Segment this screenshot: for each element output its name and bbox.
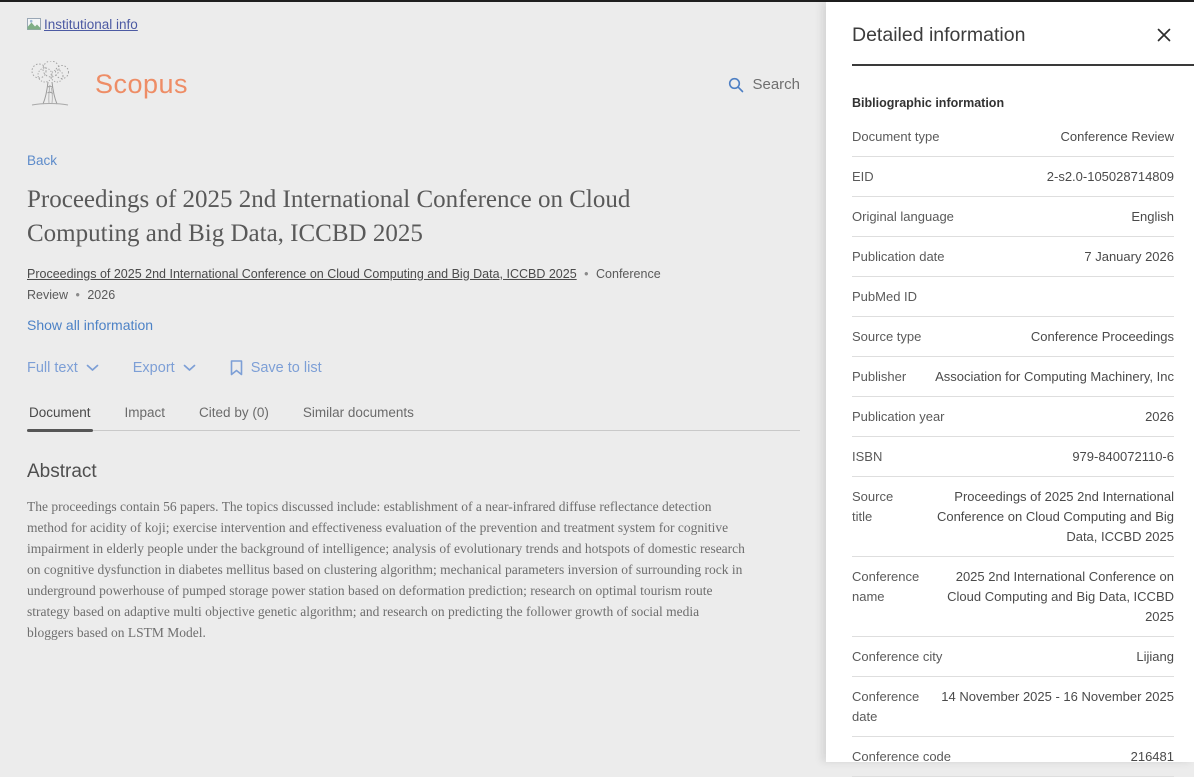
show-all-information-link[interactable]: Show all information	[27, 316, 154, 333]
search-label: Search	[752, 76, 800, 93]
row-label: EID	[852, 169, 874, 184]
bookmark-icon	[230, 360, 243, 376]
close-button[interactable]	[1154, 25, 1174, 48]
row-value: Conference Proceedings	[1030, 329, 1174, 344]
tab[interactable]	[301, 405, 416, 430]
row-value: 216481	[1130, 749, 1174, 764]
tab[interactable]	[197, 405, 271, 430]
row-label: Conference city	[852, 649, 943, 664]
search-button[interactable]	[728, 76, 800, 93]
panel-header	[852, 24, 1174, 48]
table-row	[852, 477, 1174, 557]
abstract-text: The proceedings contain 56 papers. The topics discussed include: establishment of a near-infrared diffuse reflectance detection method for acidity of koji; exercise intervention and effectiveness evaluation of the prevention and treatment system for cognitive impairment in elderly people under the background of intelligence; analysis of evolutionary trends and hotspots of domestic research on cognitive dysfunction in diabetes mellitus based on clustering algorithm; mechanical parameters inversion of surrounding rock in underground powerhouse of pumped storage power station based on deformation prediction; research on optimal tourism route strategy based on adaptive multi objective genetic algorithm; and research on predicting the follower growth of social media bloggers based on LSTM Model.	[27, 498, 745, 640]
row-label: Conference code	[852, 749, 952, 764]
close-icon	[1157, 28, 1171, 42]
row-label: Conference name	[852, 569, 920, 604]
elsevier-tree-icon	[27, 61, 73, 109]
row-value: Proceedings of 2025 2nd International Conference on Cloud Computing and Big Data, ICCBD 2025	[936, 489, 1174, 544]
full-text-label: Full text	[27, 359, 78, 376]
row-value: 7 January 2026	[1084, 249, 1174, 264]
table-row	[852, 677, 1174, 737]
table-row	[852, 317, 1174, 357]
bibliographic-rows	[852, 117, 1174, 777]
export-label: Export	[132, 359, 175, 376]
table-row	[852, 197, 1174, 237]
document-type-label: Conference Review	[27, 266, 661, 302]
panel-title: Detailed information	[852, 24, 1026, 46]
main-content	[0, 2, 826, 762]
publication-year-label: 2026	[87, 287, 116, 302]
bullet-separator: •	[584, 266, 589, 281]
row-label: Original language	[852, 209, 954, 224]
abstract-heading: Abstract	[27, 460, 97, 482]
row-label: Document type	[852, 129, 940, 144]
row-value: Association for Computing Machinery, Inc	[935, 369, 1174, 384]
institutional-info-link[interactable]	[27, 17, 138, 32]
chevron-down-icon	[183, 364, 196, 372]
row-label: Publisher	[852, 369, 907, 384]
broken-image-icon	[27, 18, 43, 32]
table-row	[852, 357, 1174, 397]
row-label: ISBN	[852, 449, 883, 464]
row-label: PubMed ID	[852, 289, 918, 304]
row-label: Source type	[852, 329, 922, 344]
search-icon	[728, 77, 744, 93]
table-row	[852, 237, 1174, 277]
document-tabs	[27, 405, 800, 431]
header-bar	[27, 61, 800, 109]
row-value: 2025 2nd International Conference on Cloud Computing and Big Data, ICCBD 2025	[947, 569, 1174, 624]
chevron-down-icon	[86, 364, 99, 372]
row-value: 2-s2.0-105028714809	[1046, 169, 1174, 184]
table-row	[852, 437, 1174, 477]
scopus-wordmark: Scopus	[95, 69, 189, 99]
tab[interactable]	[123, 405, 168, 430]
row-label: Source title	[852, 489, 894, 524]
table-row	[852, 277, 1174, 317]
row-value: Conference Review	[1060, 129, 1174, 144]
tab-label: Similar documents	[302, 404, 414, 420]
row-value: 2026	[1145, 409, 1174, 424]
row-label: Conference date	[852, 689, 920, 724]
bullet-separator: •	[75, 287, 80, 302]
table-row	[852, 637, 1174, 677]
row-label: Publication year	[852, 409, 945, 424]
save-to-list-button[interactable]	[230, 360, 322, 376]
table-row	[852, 397, 1174, 437]
table-row	[852, 157, 1174, 197]
panel-divider	[852, 64, 1194, 66]
institutional-info-label: Institutional info	[44, 17, 138, 32]
export-dropdown[interactable]	[133, 360, 196, 376]
scopus-brand[interactable]	[27, 61, 188, 109]
tab-label: Impact	[124, 404, 166, 420]
row-value: English	[1131, 209, 1174, 224]
save-to-list-label: Save to list	[250, 359, 322, 376]
table-row	[852, 117, 1174, 157]
source-title-link[interactable]: Proceedings of 2025 2nd International Conference on Cloud Computing and Big Data, ICCBD 2025	[27, 266, 577, 281]
source-meta	[27, 264, 682, 306]
row-value: 979-840072110-6	[1072, 449, 1174, 464]
full-text-dropdown[interactable]	[27, 360, 99, 376]
action-bar	[27, 360, 800, 376]
tab-label: Cited by (0)	[199, 404, 269, 420]
table-row	[852, 737, 1174, 777]
bibliographic-section-heading: Bibliographic information	[852, 96, 1005, 110]
table-row	[852, 557, 1174, 637]
row-value: 14 November 2025 - 16 November 2025	[941, 689, 1174, 704]
back-link[interactable]: Back	[27, 152, 58, 168]
tab-label: Document	[29, 404, 91, 420]
row-label: Publication date	[852, 249, 945, 264]
tab[interactable]	[27, 405, 93, 430]
document-title: Proceedings of 2025 2nd International Conference on Cloud Computing and Big Data, ICCBD 2025	[27, 185, 631, 247]
detailed-information-panel	[826, 2, 1194, 762]
row-value: Lijiang	[1136, 649, 1174, 664]
